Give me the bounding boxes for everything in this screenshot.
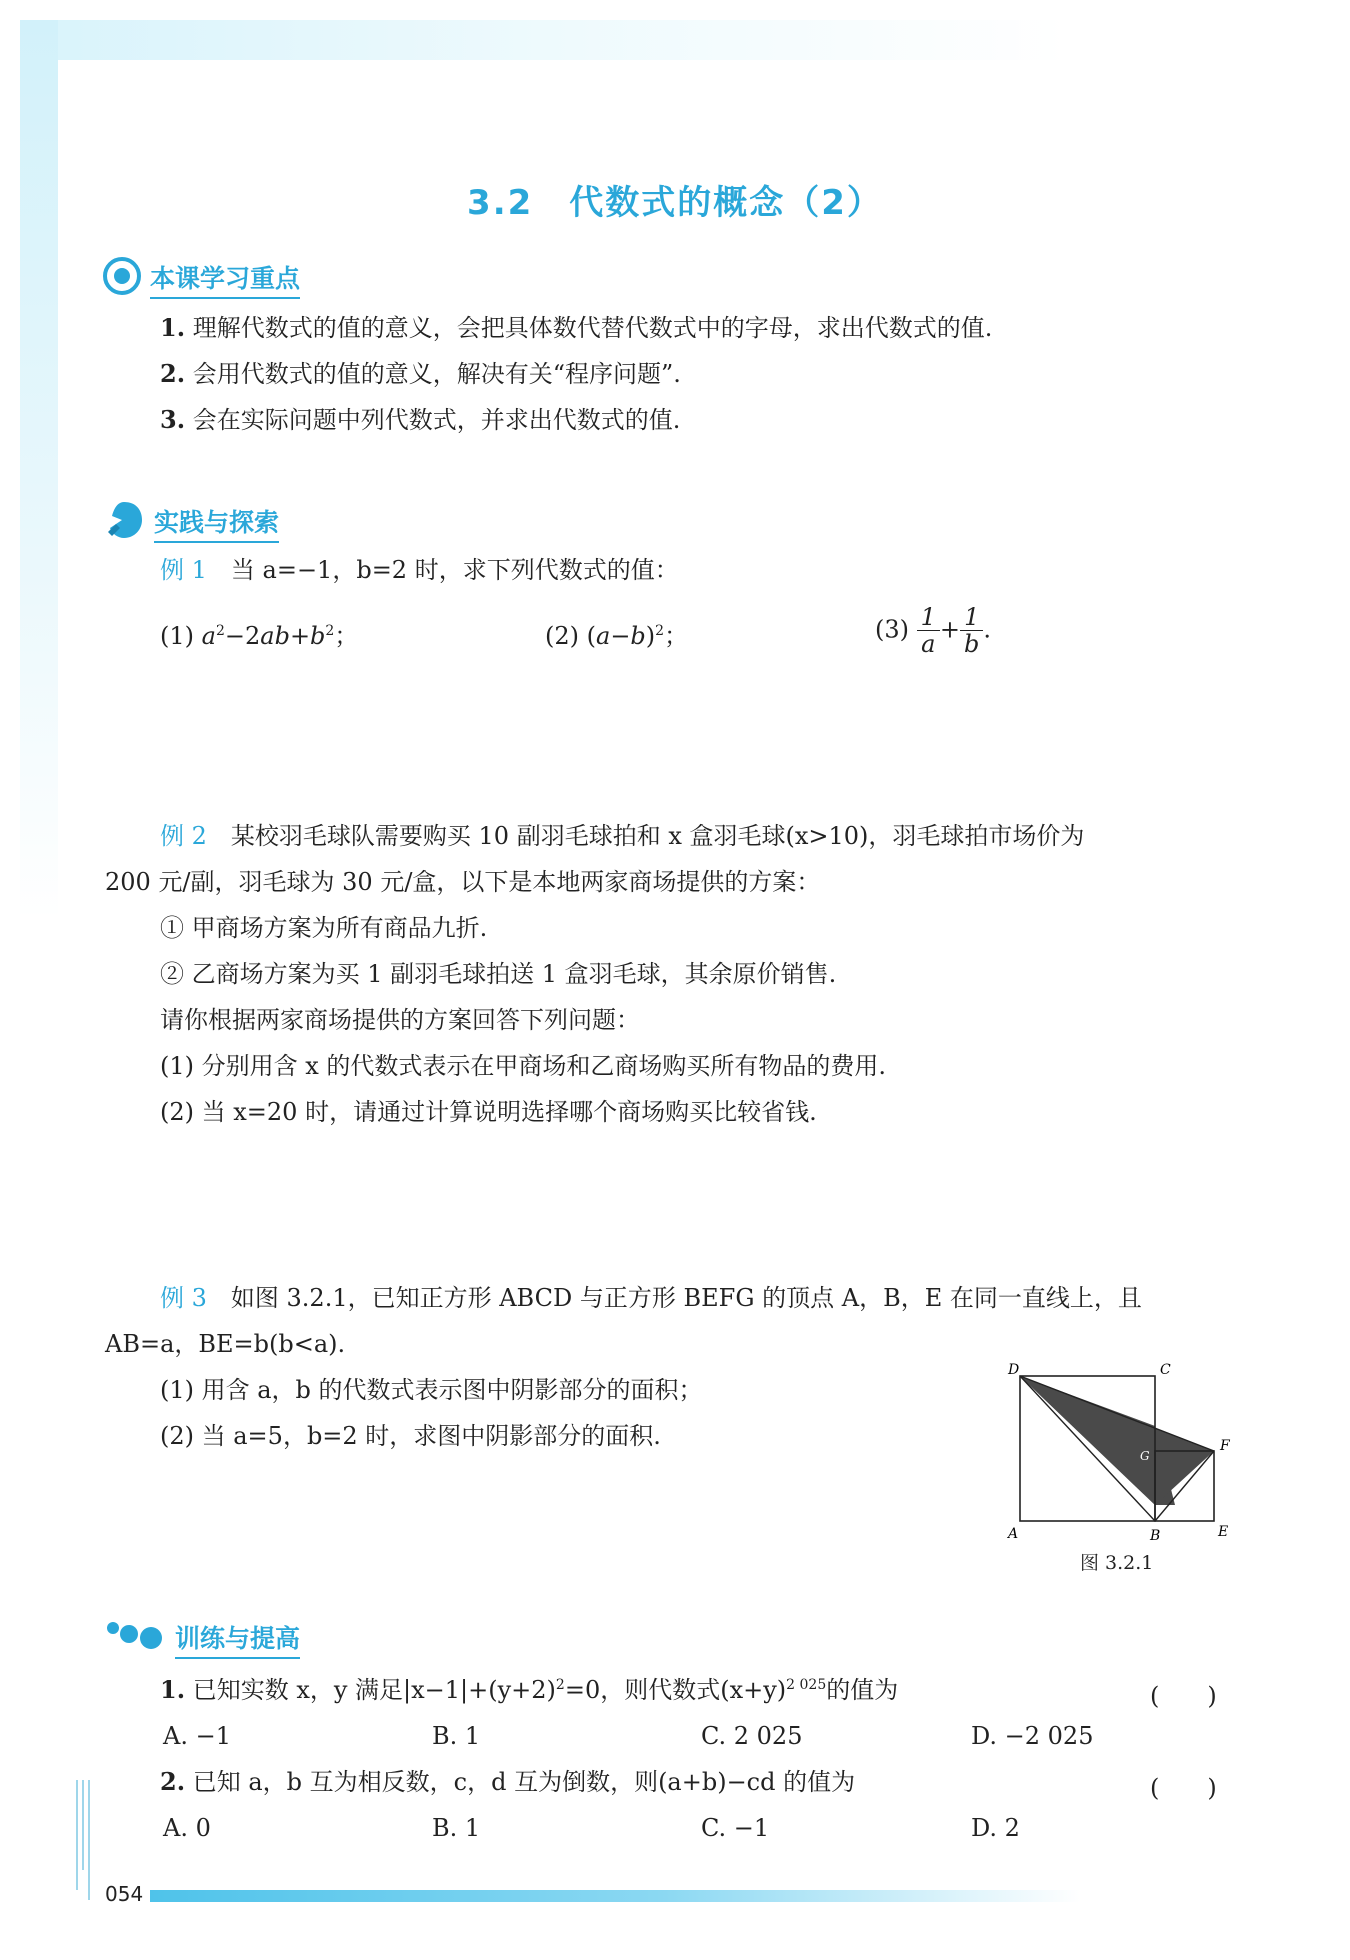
section-training-label: 训练与提高 [175, 1619, 300, 1659]
example2-text: 某校羽毛球队需要购买 10 副羽毛球拍和 x 盒羽毛球(x>10)，羽毛球拍市场价为 [230, 822, 1085, 850]
page-frame-left [20, 20, 58, 920]
training-q1-answer-blank[interactable]: ( ) [1150, 1682, 1217, 1710]
training-q1-choice-c: C. 2 025 [701, 1722, 803, 1750]
section-practice-label: 实践与探索 [154, 503, 279, 543]
section-focus-heading [102, 256, 300, 302]
vertex-label-b: B [1150, 1528, 1161, 1544]
figure-caption: 图 3.2.1 [1080, 1552, 1154, 1574]
example3-line1 [160, 1284, 1142, 1313]
focus-item [160, 314, 992, 343]
example3-label: 例 3 [160, 1284, 207, 1312]
training-q2-stem [160, 1768, 855, 1797]
training-q1-exponent1: 2 [555, 1677, 565, 1693]
focus-item-number: 3. [160, 405, 186, 434]
training-q1-text-a: 已知实数 x，y 满足|x−1|+(y+2) [192, 1676, 556, 1704]
vertex-label-c: C [1160, 1362, 1171, 1378]
training-q1-choice-d: D. −2 025 [971, 1722, 1094, 1750]
vertex-label-d: D [1008, 1362, 1020, 1378]
rocket-icon [102, 498, 146, 548]
target-icon [102, 256, 142, 302]
section-focus-label: 本课学习重点 [150, 259, 300, 299]
example2-ask: 请你根据两家商场提供的方案回答下列问题： [160, 1006, 640, 1034]
focus-item-number: 1. [160, 313, 186, 342]
example1-q1-number: (1) [160, 622, 194, 650]
example2-line1 [160, 822, 1084, 851]
training-q1-text-b: =0，则代数式(x+y) [564, 1676, 787, 1704]
focus-item [160, 360, 681, 389]
example1-label: 例 1 [160, 556, 207, 584]
training-q2-choice-a: A. 0 [163, 1814, 211, 1842]
footer-bar [150, 1890, 1080, 1902]
example3-q1: (1) 用含 a，b 的代数式表示图中阴影部分的面积； [160, 1376, 703, 1404]
training-q2-choice-b: B. 1 [432, 1814, 481, 1842]
training-q2-number: 2. [160, 1767, 186, 1796]
example3-line2: AB=a，BE=b(b<a). [105, 1330, 346, 1358]
example2-q2: (2) 当 x=20 时，请通过计算说明选择哪个商场购买比较省钱. [160, 1098, 817, 1126]
page-frame-top [20, 20, 1330, 60]
example1-text: 当 a=−1，b=2 时，求下列代数式的值： [230, 556, 679, 584]
training-q2-answer-blank[interactable]: ( ) [1150, 1774, 1217, 1802]
focus-item [160, 406, 680, 435]
training-q1-exponent2: 2 025 [786, 1677, 827, 1693]
example1-q2-number: (2) [545, 622, 579, 650]
training-q1-choice-b: B. 1 [432, 1722, 481, 1750]
vertex-label-f: F [1220, 1438, 1230, 1454]
bubbles-icon [105, 1618, 167, 1660]
figure-squares-diagram [1000, 1360, 1250, 1560]
training-q1-stem [160, 1676, 898, 1705]
page-title: 3.2 代数式的概念（2） [467, 183, 883, 223]
example2-option2: ② 乙商场方案为买 1 副羽毛球拍送 1 盒羽毛球，其余原价销售. [160, 960, 837, 988]
training-q1-choice-a: A. −1 [163, 1722, 231, 1750]
example3-text: 如图 3.2.1，已知正方形 ABCD 与正方形 BEFG 的顶点 A，B，E 在同一直线上，且 [230, 1284, 1142, 1312]
example1-q3: (3) $\frac{1}{a}$ + $\frac{1}{b}$ . [875, 603, 992, 659]
example3-q2: (2) 当 a=5，b=2 时，求图中阴影部分的面积. [160, 1422, 661, 1450]
example2-line2: 200 元/副，羽毛球为 30 元/盒，以下是本地两家商场提供的方案： [105, 868, 821, 896]
fraction-1-over-a: $\frac{1}{a}$ [917, 604, 940, 658]
example2-label: 例 2 [160, 822, 207, 850]
page-number: 054 [105, 1882, 144, 1906]
training-q2-choice-c: C. −1 [701, 1814, 770, 1842]
focus-item-text: 会用代数式的值的意义，解决有关“程序问题”. [192, 360, 681, 388]
training-q1-text-c: 的值为 [826, 1676, 899, 1704]
vertex-label-e: E [1218, 1524, 1229, 1540]
fraction-1-over-b: $\frac{1}{b}$ [960, 604, 983, 658]
section-practice-heading [102, 498, 279, 548]
training-q1-number: 1. [160, 1675, 186, 1704]
section-training-heading [105, 1618, 300, 1660]
focus-item-text: 理解代数式的值的意义，会把具体数代替代数式中的字母，求出代数式的值. [192, 314, 993, 342]
example1-stem [160, 556, 679, 585]
example2-q1: (1) 分别用含 x 的代数式表示在甲商场和乙商场购买所有物品的费用. [160, 1052, 887, 1080]
training-q2-text: 已知 a，b 互为相反数，c，d 互为倒数，则(a+b)−cd 的值为 [192, 1768, 856, 1796]
focus-item-number: 2. [160, 359, 186, 388]
focus-item-text: 会在实际问题中列代数式，并求出代数式的值. [192, 406, 681, 434]
vertex-label-g: G [1140, 1449, 1150, 1463]
example1-q3-number: (3) [875, 615, 909, 644]
training-q2-choice-d: D. 2 [971, 1814, 1020, 1842]
example1-q2: (2) $(a-b)^2$； [545, 622, 689, 650]
edge-decoration [76, 1780, 96, 1900]
example2-option1: ① 甲商场方案为所有商品九折. [160, 914, 488, 942]
vertex-label-a: A [1008, 1526, 1019, 1542]
example1-q1: (1) $a^2-2ab+b^2$； [160, 622, 359, 650]
